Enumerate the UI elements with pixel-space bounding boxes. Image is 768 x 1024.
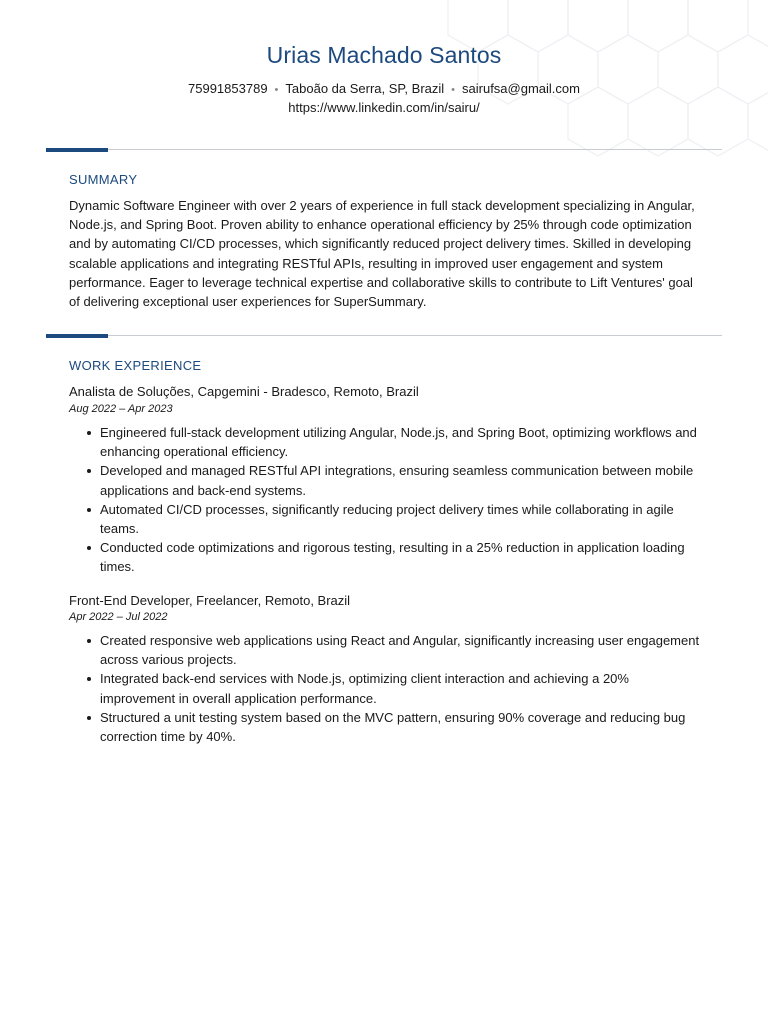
job-dates: Aug 2022 – Apr 2023 [69, 403, 173, 415]
job-dates: Apr 2022 – Jul 2022 [69, 611, 168, 623]
list-item: Developed and managed RESTful API integrations, ensuring seamless communication between mobile applications and back-end systems. [84, 461, 700, 499]
job-title: Front-End Developer, Freelancer, Remoto, Brazil [69, 593, 351, 608]
candidate-name: Urias Machado Santos [266, 42, 502, 68]
list-item: Conducted code optimizations and rigorous testing, resulting in a 25% reduction in application loading times. [84, 538, 700, 576]
list-item: Automated CI/CD processes, significantly reducing project delivery times while collaborating in agile teams. [84, 500, 700, 538]
summary-heading: SUMMARY [69, 172, 138, 187]
list-item: Integrated back-end services with Node.js, optimizing client interaction and achieving a 20% improvement in overall application performance. [84, 669, 700, 707]
phone-number: 75991853789 [188, 81, 268, 96]
list-item: Structured a unit testing system based on the MVC pattern, ensuring 90% coverage and reducing bug correction time by 40%. [84, 708, 700, 746]
email-link[interactable]: sairufsa@gmail.com [462, 81, 580, 96]
list-item: Created responsive web applications using React and Angular, significantly increasing user engagement across various projects. [84, 631, 700, 669]
contact-separator: • [451, 84, 456, 96]
section-divider [46, 149, 722, 150]
location: Taboão da Serra, SP, Brazil [285, 81, 445, 96]
job-bullet-list [84, 631, 700, 746]
section-divider-accent [46, 334, 108, 338]
linkedin-link[interactable]: https://www.linkedin.com/in/sairu/ [288, 100, 480, 115]
work-experience-heading: WORK EXPERIENCE [69, 358, 202, 373]
job-bullet-list [84, 423, 700, 577]
section-divider [46, 335, 722, 336]
list-item: Engineered full-stack development utilizing Angular, Node.js, and Spring Boot, optimizing workflows and enhancing operational efficiency. [84, 423, 700, 461]
job-title: Analista de Soluções, Capgemini - Bradesco, Remoto, Brazil [69, 384, 419, 399]
contact-separator: • [274, 84, 279, 96]
section-divider-accent [46, 148, 108, 152]
summary-text: Dynamic Software Engineer with over 2 years of experience in full stack development specializing in Angular, Node.js, and Spring Boot. Proven ability to enhance operational efficiency by 25% through code optimization and by automating CI/CD processes, which significantly reduced project delivery times. Skilled in developing scalable applications and integrating RESTful APIs, resulting in improved user engagement and system performance. Eager to leverage technical expertise and collaborative skills to contribute to Lift Ventures' goal of delivering exceptional user experiences for SuperSummary. [69, 198, 695, 310]
contact-line [0, 81, 768, 96]
